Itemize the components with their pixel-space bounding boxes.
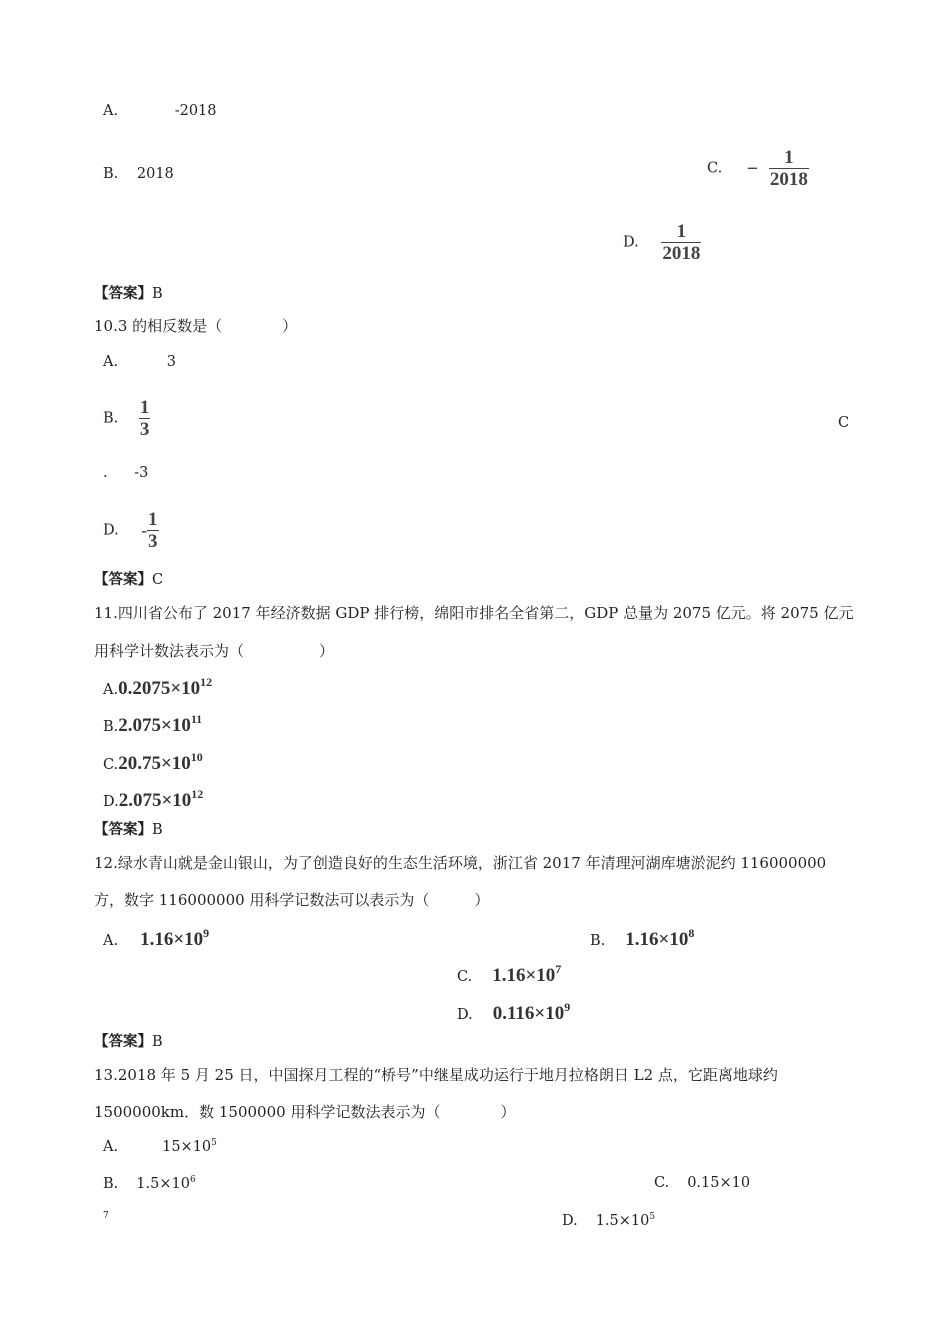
q13-stem-line2: 1500000km．数 1500000 用科学记数法表示为（ ） xyxy=(94,1103,516,1121)
coefficient: 0.116 xyxy=(492,1003,535,1024)
q10-option-c-label: C xyxy=(838,415,850,431)
option-value: -2018 xyxy=(174,103,217,119)
coefficient: 2.075 xyxy=(118,790,162,811)
coefficient: 20.75 xyxy=(118,753,161,774)
fraction-denominator: 2018 xyxy=(662,243,701,264)
q10-answer xyxy=(94,573,163,588)
answer-label: 【答案】 xyxy=(94,1033,152,1050)
exponent: 12 xyxy=(200,675,213,689)
q13-option-b xyxy=(103,1176,196,1192)
q11-option-b xyxy=(103,713,202,735)
option-label: C. xyxy=(707,160,723,177)
fraction-numerator: 1 xyxy=(139,397,150,418)
option-label: A. xyxy=(103,682,119,698)
option-label: A. xyxy=(103,933,119,949)
answer-value: B xyxy=(152,822,163,838)
base: ×10 xyxy=(161,715,191,736)
fraction-numerator: 1 xyxy=(148,509,158,530)
exponent: 12 xyxy=(191,787,204,801)
option-label: B. xyxy=(103,410,119,427)
minus-sign: - xyxy=(141,521,147,540)
q13-option-c xyxy=(654,1176,750,1191)
exponent: 7 xyxy=(555,962,562,976)
answer-value: C xyxy=(152,572,164,588)
q11-answer xyxy=(94,823,163,838)
fraction xyxy=(147,510,159,551)
q9-option-c xyxy=(707,148,809,189)
answer-value: B xyxy=(152,286,163,302)
base: ×10 xyxy=(525,965,556,986)
option-label: B. xyxy=(103,166,119,182)
scientific-number xyxy=(118,675,213,699)
option-value: 1.5×10 xyxy=(595,1213,650,1229)
scientific-number xyxy=(118,712,203,736)
option-label: D. xyxy=(562,1213,578,1229)
q11-option-c xyxy=(103,751,203,773)
exponent: 8 xyxy=(688,926,695,940)
q9-option-d xyxy=(623,222,701,263)
q9-option-b xyxy=(103,167,174,182)
q13-option-a xyxy=(103,1139,217,1155)
option-value: 1.5×10 xyxy=(136,1176,190,1192)
option-value: 2018 xyxy=(136,166,174,182)
answer-label: 【答案】 xyxy=(94,571,152,588)
exponent: 5 xyxy=(649,1212,656,1222)
base: ×10 xyxy=(658,929,689,950)
q12-option-d xyxy=(457,1001,570,1023)
exponent: 6 xyxy=(189,1175,196,1185)
option-label-dot: . xyxy=(103,465,108,481)
q10-option-d xyxy=(103,510,159,551)
q12-option-c xyxy=(457,963,561,985)
option-value: -3 xyxy=(134,465,149,481)
q12-option-a xyxy=(103,927,209,949)
q10-option-b xyxy=(103,398,150,439)
option-value: 15×10 xyxy=(162,1139,212,1155)
q11-option-a xyxy=(103,676,212,698)
coefficient: 2.075 xyxy=(118,715,162,736)
q9-option-a xyxy=(103,104,217,119)
scientific-number xyxy=(140,926,210,950)
exponent: 9 xyxy=(203,926,210,940)
q13-stem-line1: 13.2018 年 5 月 25 日，中国探月工程的“桥号”中继星成功运行于地月拉格朗日 L2 点，它距离地球约 xyxy=(94,1066,778,1084)
option-label: A. xyxy=(103,103,119,119)
scientific-number xyxy=(118,750,203,774)
q13-option-c-exponent: 7 xyxy=(103,1211,109,1221)
base: ×10 xyxy=(534,1003,565,1024)
answer-label: 【答案】 xyxy=(94,285,152,302)
exponent: 5 xyxy=(211,1138,217,1148)
base: ×10 xyxy=(173,929,204,950)
scientific-number xyxy=(625,926,695,950)
minus-sign: − xyxy=(746,157,759,180)
q12-option-b xyxy=(590,927,694,949)
q12-stem-line1: 12.绿水青山就是金山银山，为了创造良好的生态生活环境，浙江省 2017 年清理河湖库塘淤泥约 116000000 xyxy=(94,854,827,872)
option-value: 0.15×10 xyxy=(687,1175,751,1191)
q12-answer xyxy=(94,1035,163,1050)
option-label: B. xyxy=(103,1176,119,1192)
option-label: D. xyxy=(623,234,639,251)
option-label: C. xyxy=(457,969,473,985)
exponent: 9 xyxy=(564,1000,571,1014)
answer-label: 【答案】 xyxy=(94,821,152,838)
fraction-denominator: 3 xyxy=(148,531,158,552)
fraction-numerator: 1 xyxy=(676,221,687,242)
fraction xyxy=(139,398,151,439)
option-label: D. xyxy=(457,1007,473,1023)
fraction xyxy=(661,222,701,263)
answer-value: B xyxy=(152,1034,163,1050)
q13-option-d xyxy=(562,1213,655,1229)
exponent: 10 xyxy=(190,750,203,764)
coefficient: 1.16 xyxy=(625,929,659,950)
scientific-number xyxy=(118,787,204,811)
q10-option-a xyxy=(103,355,176,370)
scientific-number xyxy=(492,1000,571,1024)
option-label: A. xyxy=(103,1139,119,1155)
q9-answer xyxy=(94,287,163,302)
base: ×10 xyxy=(161,790,192,811)
fraction-numerator: 1 xyxy=(784,147,794,168)
exponent: 11 xyxy=(190,712,203,726)
coefficient: 1.16 xyxy=(140,929,174,950)
option-label: D. xyxy=(103,794,119,810)
option-label: B. xyxy=(103,719,119,735)
q10-stem: 10.3 的相反数是（ ） xyxy=(94,317,298,335)
option-label: A. xyxy=(103,354,119,370)
option-label: C. xyxy=(103,757,119,773)
q11-stem-line2: 用科学计数法表示为（ ） xyxy=(94,642,335,660)
q12-stem-line2: 方，数字 116000000 用科学记数法可以表示为（ ） xyxy=(94,891,490,909)
fraction xyxy=(769,148,809,189)
q10-option-c xyxy=(103,466,148,481)
coefficient: 1.16 xyxy=(492,965,526,986)
option-label: D. xyxy=(103,522,119,539)
base: ×10 xyxy=(170,678,201,699)
q11-option-d xyxy=(103,788,203,810)
coefficient: 0.2075 xyxy=(118,678,171,699)
fraction-denominator: 2018 xyxy=(769,169,808,190)
scientific-number xyxy=(492,962,562,986)
fraction-denominator: 3 xyxy=(139,419,150,440)
q11-stem-line1: 11.四川省公布了 2017 年经济数据 GDP 排行榜，绵阳市排名全省第二，GDP 总量为 2075 亿元。将 2075 亿元 xyxy=(94,604,854,622)
option-label: B. xyxy=(590,933,606,949)
base: ×10 xyxy=(160,753,191,774)
option-value: 3 xyxy=(166,354,176,370)
option-label: C. xyxy=(654,1175,670,1191)
